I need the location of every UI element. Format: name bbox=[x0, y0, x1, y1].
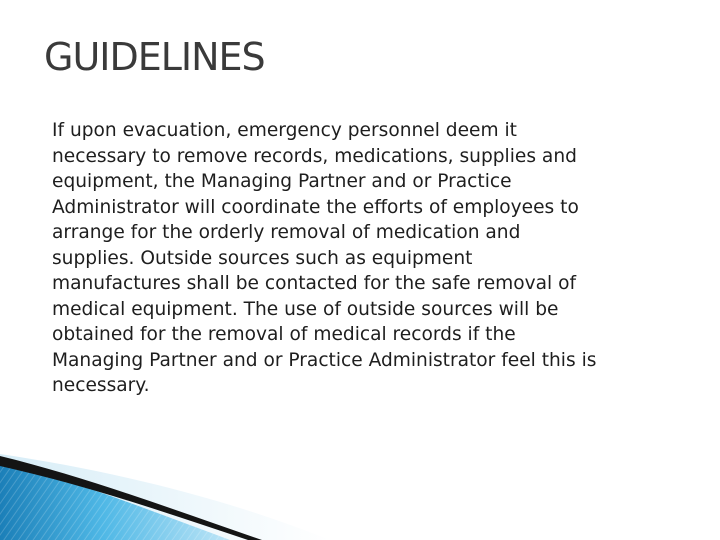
decorative-swoosh bbox=[0, 440, 720, 540]
slide-title: GUIDELINES bbox=[44, 35, 265, 79]
slide-body-text: If upon evacuation, emergency personnel deem it necessary to remove records, medications, supplies and equipment, the Managing Partner and or Practice Administrator will coordinate the efforts of employees to arrange for the orderly removal of medication and supplies. Outside sources such as equipment manufactures shall be contacted for the safe removal of medical equipment. The use of outside sources will be obtained for the removal of medical records if the Managing Partner and or Practice Administrator feel this is necessary. bbox=[52, 120, 597, 396]
